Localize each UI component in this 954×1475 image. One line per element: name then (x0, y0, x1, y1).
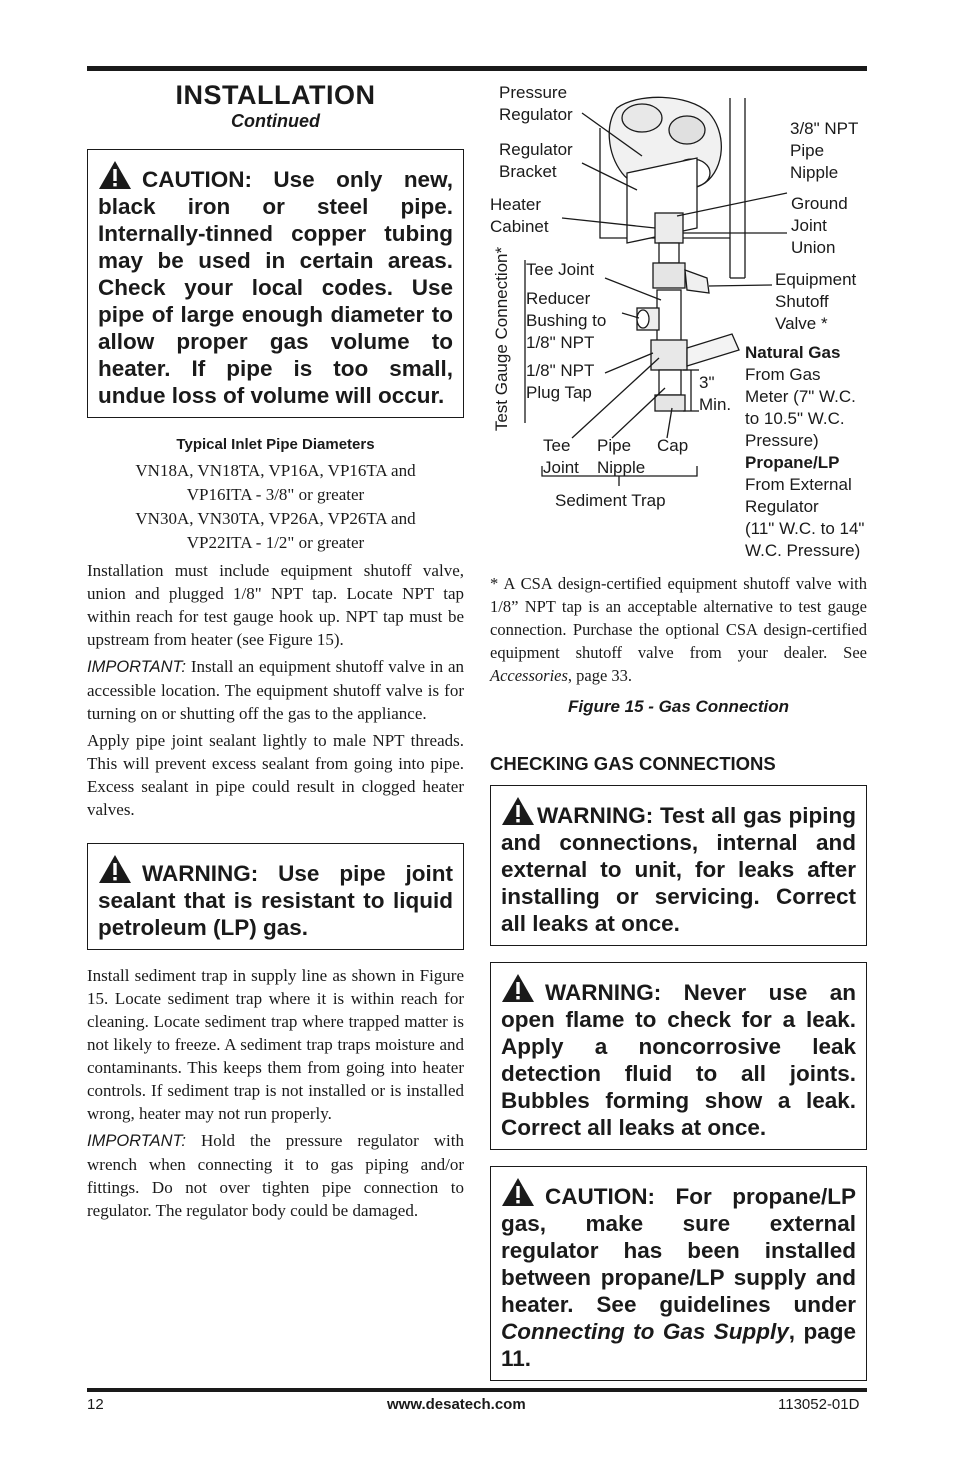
paragraph-shutoff: Installation must include equipment shutoff valve, union and plugged 1/8" NPT tap. Locate NPT tap within reach for test gauge hook up. NPT tap must be upstream from heater (see Figure 15). (87, 561, 464, 649)
paragraph-sealant: Apply pipe joint sealant lightly to male NPT threads. This will prevent excess sealant from going into pipe. Excess sealant in pipe could result in clogged heater valves. (87, 731, 464, 819)
warning-triangle-icon (98, 854, 132, 884)
footer-url: www.desatech.com (387, 1396, 526, 1413)
footnote-text-b: , page 33. (567, 666, 633, 685)
warning-triangle-icon (501, 973, 535, 1003)
footnote-italic: Accessories (490, 666, 568, 685)
warning-triangle-icon (98, 160, 132, 190)
label-three-min: 3" Min. (699, 373, 732, 414)
label-regulator-bracket: Regulator Bracket (499, 140, 573, 181)
important-label: IMPORTANT: (87, 658, 186, 676)
doc-number: 113052-01D (778, 1396, 860, 1413)
inlet-line-1a: VN18A, VN18TA, VP16A, VP16TA and (135, 461, 416, 480)
left-column (87, 80, 464, 1226)
inlet-line-1b: VP16ITA - 3/8" or greater (186, 485, 365, 504)
checking-heading: CHECKING GAS CONNECTIONS (490, 753, 776, 774)
paragraph-important-regulator (87, 1129, 464, 1222)
right-column (490, 572, 867, 1381)
top-rule (87, 66, 867, 71)
paragraph-important-shutoff (87, 655, 464, 725)
warning-text: WARNING: Test all gas piping and connections, internal and external to unit, for leaks after installing or servicing. Correct all leaks at once. (501, 803, 856, 936)
label-heater-cabinet: Heater Cabinet (490, 195, 549, 236)
label-reducer-bushing: Reducer Bushing to 1/8" NPT (526, 289, 607, 352)
warning-box-test (490, 785, 867, 946)
label-cap: Cap (657, 436, 689, 455)
caution-box-propane (490, 1166, 867, 1381)
important-text: Hold the pressure regulator with wrench when connecting it to gas piping and/or fittings. Do not over tighten pipe connection to regulator. The regulator body could be damaged. (87, 1131, 464, 1220)
label-npt-pipe-nipple: 3/8" NPT Pipe Nipple (790, 119, 859, 182)
section-subtitle: Continued (231, 111, 320, 131)
footnote-text-a: * A CSA design-certified equipment shutoff valve with 1/8” NPT tap is an acceptable alternative to test gauge connection. Purchase the optional CSA design-certified equipment shutoff valve from your dealer. See (490, 574, 867, 662)
warning-text: WARNING: Use pipe joint sealant that is resistant to liquid petroleum (LP) gas. (98, 861, 453, 940)
inlet-line-2b: VP22ITA - 1/2" or greater (186, 533, 365, 552)
label-tee-joint: Tee Joint (526, 260, 595, 279)
caution-text-italic: Connecting to Gas Supply (501, 1319, 789, 1344)
inlet-line-2a: VN30A, VN30TA, VP26A, VP26TA and (135, 509, 416, 528)
footnote (490, 572, 867, 687)
label-pipe-nipple: Pipe Nipple (597, 436, 646, 477)
label-ground-joint-union: Ground Joint Union (791, 194, 848, 257)
bottom-rule (87, 1388, 867, 1392)
label-sediment-trap: Sediment Trap (555, 491, 666, 510)
caution-box-pipe (87, 149, 464, 418)
section-title: INSTALLATION (175, 80, 376, 110)
label-tee-joint-lower: Tee Joint (543, 436, 579, 477)
label-propane-desc: From External Regulator (11" W.C. to 14" W.C. Pressure) (745, 475, 865, 560)
warning-triangle-icon (501, 1177, 535, 1207)
caution-text: CAUTION: Use only new, black iron or steel pipe. Internally-tinned copper tubing may be used in certain areas. Check your local codes. Use pipe of large enough diameter to allow proper gas volume to heater. If pipe is too small, undue loss of volume will occur. (98, 167, 453, 408)
gas-connection-diagram (487, 78, 887, 568)
caution-text-b: , page 11. (501, 1319, 856, 1371)
warning-box-flame (490, 962, 867, 1150)
label-propane: Propane/LP (745, 453, 840, 472)
warning-box-sealant (87, 843, 464, 950)
inlet-table-title: Typical Inlet Pipe Diameters (176, 436, 375, 453)
figure-caption: Figure 15 - Gas Connection (567, 697, 790, 716)
label-plug-tap: 1/8" NPT Plug Tap (526, 361, 595, 402)
label-natural-gas-desc: From Gas Meter (7" W.C. to 10.5" W.C. Pressure) (745, 365, 856, 450)
important-text: Install an equipment shutoff valve in an accessible location. The equipment shutoff valve is for turning on or shutting off the gas to the appliance. (87, 657, 464, 723)
label-natural-gas: Natural Gas (745, 343, 841, 362)
paragraph-sediment: Install sediment trap in supply line as shown in Figure 15. Locate sediment trap where it is within reach for cleaning. Locate sediment trap where trapped matter is not likely to freeze. A sediment trap traps moisture and contaminants. This keeps them from going into heater controls. If sediment trap is not installed or is installed wrong, heater may not run properly. (87, 966, 464, 1123)
label-pressure-regulator: Pressure Regulator (499, 83, 573, 124)
warning-text: WARNING: Never use an open flame to check for a leak. Apply a noncorrosive leak detection fluid to all joints. Bubbles forming show a leak. Correct all leaks at once. (501, 980, 856, 1140)
caution-text-a: CAUTION: For propane/LP gas, make sure external regulator has been installed between propane/LP supply and heater. See guidelines under (501, 1184, 856, 1317)
label-equipment-shutoff: Equipment Shutoff Valve * (775, 270, 857, 333)
label-test-gauge-connection: Test Gauge Connection* (492, 246, 511, 432)
page-number: 12 (87, 1396, 104, 1413)
warning-triangle-icon (501, 796, 535, 826)
important-label: IMPORTANT: (87, 1132, 186, 1150)
